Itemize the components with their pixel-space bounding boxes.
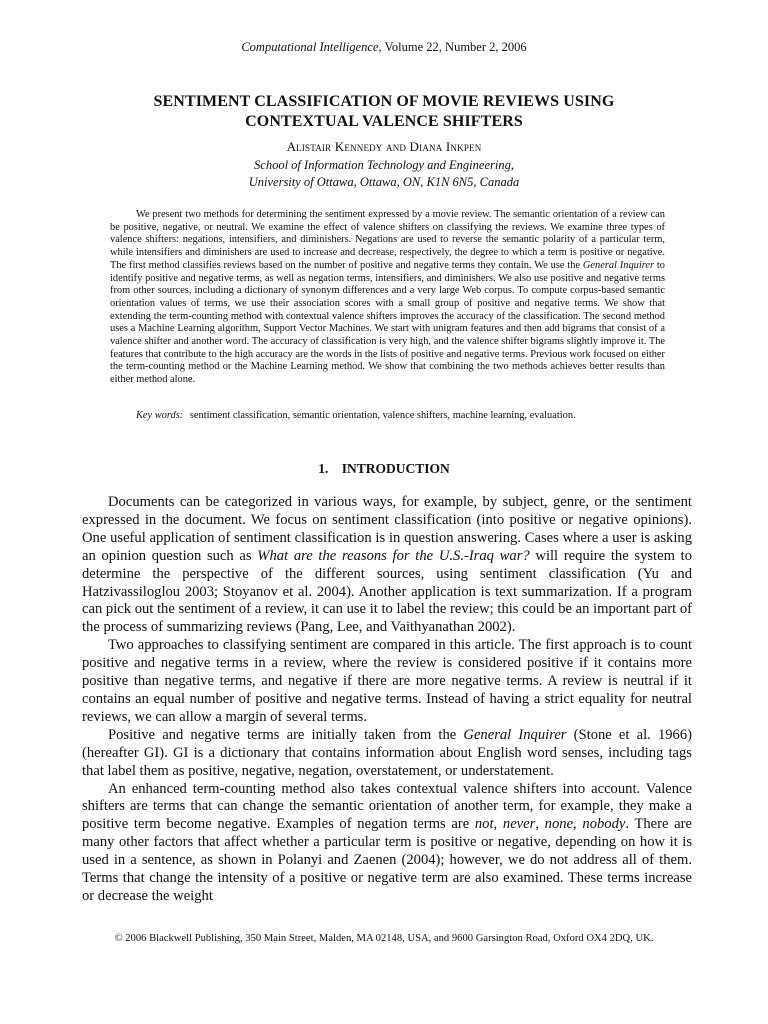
p4-text-a: An enhanced term-counting method also takes contextual valence shifters into account. Valence shifters are terms that can change the semantic orientation of another term, for example, they make a positive term become negative. Examples of negation terms are (82, 780, 692, 833)
paragraph-1 (82, 494, 692, 637)
affiliation (0, 157, 768, 191)
p4-term-not: not (474, 816, 494, 833)
keywords-label: Key words: (136, 410, 184, 421)
p4-term-nobody: nobody (582, 816, 626, 833)
copyright-footer: © 2006 Blackwell Publishing, 350 Main Street, Malden, MA 02148, USA, and 9600 Garsington Road, Oxford OX4 2DQ, UK. (114, 933, 654, 944)
affiliation-line-1: School of Information Technology and Engineering, (254, 158, 514, 172)
section-title: INTRODUCTION (341, 461, 450, 476)
body-text (82, 494, 692, 906)
keywords-list: sentiment classification, semantic orientation, valence shifters, machine learning, evaluation. (189, 410, 576, 421)
keywords (136, 410, 676, 423)
p1-text-b: will require the system to determine the perspective of the different sources, using sentiment classification (Yu and Hatzivassiloglou 2003; Stoyanov et al. 2004). Another application is text summarization. If a program can pick out the sentiment of a review, it can use it to label the review; this could be an important part of the process of summarizing reviews (Pang, Lee, and Vaithyanathan 2002). (82, 547, 692, 636)
title-line-2: CONTEXTUAL VALENCE SHIFTERS (245, 113, 523, 130)
section-heading (0, 461, 768, 477)
p4-sep-1: , (493, 816, 498, 833)
abstract-gi-term: General Inquirer (582, 259, 655, 271)
abstract-part-2: to identify positive and negative terms, as well as negation terms, intensifiers, and diminishers. We also use positive and negative terms from other sources, including a dictionary of synonym differences and a very large Web corpus. To compute corpus-based semantic orientation values of terms, we use their association scores with a small group of positive and negative terms. We show that extending the term-counting method with contextual valence shifters improves the accuracy of the classification. The second method uses a Machine Learning algorithm, Support Vector Machines. We start with unigram features and then add bigrams that consist of a valence shifter and another word. The accuracy of classification is very high, and the valence shifter bigrams slightly improve it. The features that contribute to the high accuracy are the words in the lists of positive and negative terms. Previous work focused on either the term-counting method or the Machine Learning method. We show that combining the two methods achieves better results than either method alone. (110, 259, 665, 386)
p4-term-never: never (502, 816, 536, 833)
authors: Alistair Kennedy and Diana Inkpen (286, 139, 482, 154)
volume-info: Volume 22, Number 2, 2006 (384, 40, 527, 54)
title-line-1: SENTIMENT CLASSIFICATION OF MOVIE REVIEWS USING (153, 93, 615, 110)
p3-gi-term: General Inquirer (463, 726, 567, 743)
paper-title (60, 92, 708, 132)
affiliation-line-2: University of Ottawa, Ottawa, ON, K1N 6N5, Canada (248, 175, 520, 189)
p1-text-a: Documents can be categorized in various ways, for example, by subject, genre, or the sentiment expressed in the document. We focus on sentiment classification (into positive or negative opinions). One useful application of sentiment classification is in question answering. Cases where a user is asking an opinion question such as (82, 494, 692, 564)
p4-text-b: . There are many other factors that affect whether a particular term is positive or negative, depending on how it is used in a sentence, as shown in Polanyi and Zaenen (2004); however, we do not address all of them. Terms that change the intensity of a positive or negative term are also examined. These terms increase or decrease the weight (82, 816, 692, 904)
section-number: 1. (318, 461, 329, 476)
p1-question: What are the reasons for the U.S.-Iraq war? (257, 547, 530, 564)
p4-sep-3: , (573, 816, 577, 833)
p3-text-a: Positive and negative terms are initially taken from the (108, 726, 457, 743)
abstract (110, 209, 665, 387)
abstract-part-1: We present two methods for determining the sentiment expressed by a movie review. The semantic orientation of a review can be positive, negative, or neutral. We examine the effect of valence shifters on classifying the reviews. We examine three types of valence shifters: negations, intensifiers, and diminishers. Negations are used to reverse the semantic polarity of a particular term, while intensifiers and diminishers are used to increase and decrease, respectively, the degree to which a term is positive or negative. The first method classifies reviews based on the number of positive and negative terms they contain. We use the (110, 209, 665, 271)
p4-term-none: none (544, 816, 574, 833)
journal-header (0, 40, 768, 55)
p3-text-b: (Stone et al. 1966) (hereafter GI). GI is a dictionary that contains information about English word senses, including tags that label them as positive, negative, negation, overstatement, or understatement. (82, 726, 693, 779)
paragraph-3 (82, 727, 692, 781)
p4-sep-2: , (535, 816, 539, 833)
paragraph-4 (82, 781, 692, 906)
journal-name: Computational Intelligence, (241, 40, 382, 54)
paragraph-2: Two approaches to classifying sentiment are compared in this article. The first approach is to count positive and negative terms in a review, where the review is considered positive if it contains more positive than negative terms, and negative if there are more negative terms. A review is neutral if it contains an equal number of positive and negative terms. Instead of having a strict equality for neutral reviews, we can allow a margin of several terms. (82, 637, 692, 725)
